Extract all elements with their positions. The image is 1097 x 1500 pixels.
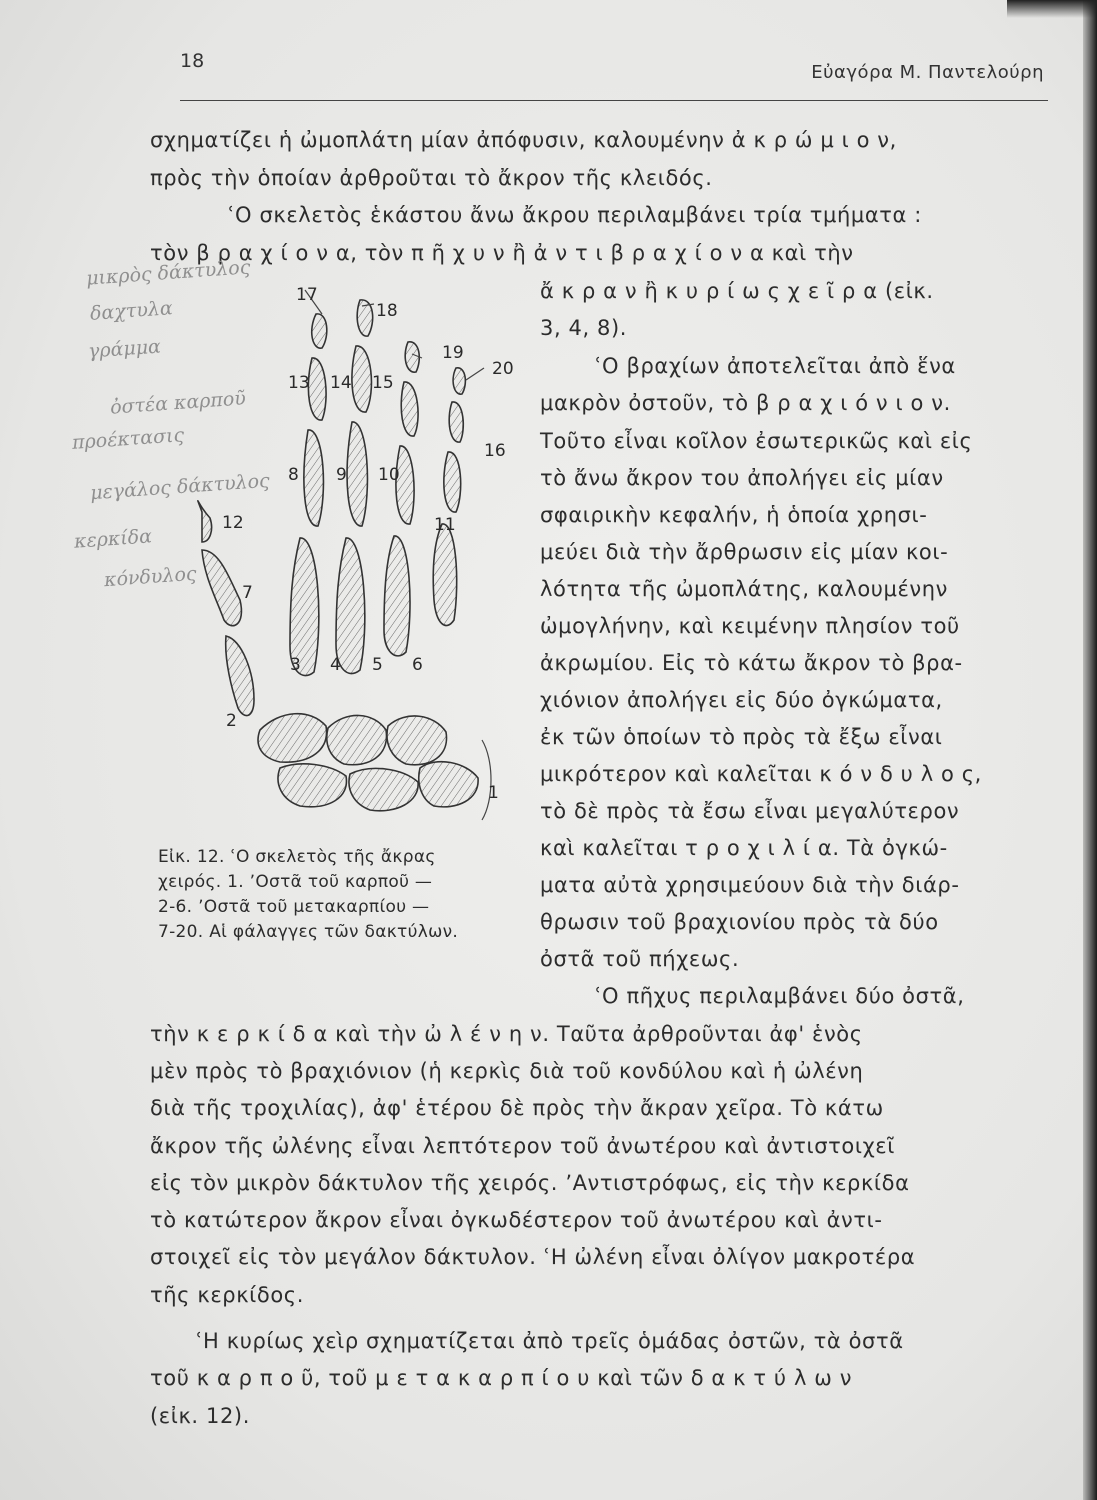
figure-label-13: 13 bbox=[288, 373, 310, 393]
figure-label-14: 14 bbox=[330, 373, 352, 393]
body-line: ματα αὐτὰ χρησιμεύουν διὰ τὴν διάρ- bbox=[540, 873, 960, 897]
figure-caption bbox=[158, 845, 530, 945]
body-line: ʿΗ κυρίως χεὶρ σχηματίζεται ἀπὸ τρεῖς ὁμάδας ὀστῶν, τὰ ὀστᾶ bbox=[196, 1329, 904, 1353]
body-line: χιόνιον ἀπολήγει εἰς δύο ὀγκώματα, bbox=[540, 688, 943, 712]
figure-label-16: 16 bbox=[484, 441, 506, 461]
body-line: μὲν πρὸς τὸ βραχιόνιον (ἡ κερκὶς διὰ τοῦ κονδύλου καὶ ἡ ὠλένη bbox=[150, 1059, 864, 1083]
body-line: ʿΟ πῆχυς περιλαμβάνει δύο ὀστᾶ, bbox=[595, 984, 965, 1008]
scan-corner-shadow bbox=[1007, 0, 1097, 18]
body-line: μεύει διὰ τὴν ἄρθρωσιν εἰς μίαν κοι- bbox=[540, 540, 949, 564]
caption-line: χειρός. 1. ʼΟστᾶ τοῦ καρποῦ — bbox=[158, 872, 433, 892]
figure-label-17: 17 bbox=[296, 285, 318, 305]
figure-label-15: 15 bbox=[372, 373, 394, 393]
body-line: ὠμογλήνην, καὶ κειμένην πλησίον τοῦ bbox=[540, 614, 960, 638]
figure-label-1: 1 bbox=[488, 783, 499, 803]
body-line: σχηματίζει ἡ ὠμοπλάτη μίαν ἀπόφυσιν, καλουμένην ἀ κ ρ ώ μ ι ο ν, bbox=[150, 128, 897, 152]
body-line: τὸ ἄνω ἄκρον του ἀπολήγει εἰς μίαν bbox=[540, 466, 944, 490]
figure-label-20: 20 bbox=[492, 359, 514, 379]
body-line: ἄκρον τῆς ὠλένης εἶναι λεπτότερον τοῦ ἀνωτέρου καὶ ἀντιστοιχεῖ bbox=[150, 1134, 895, 1158]
figure-label-8: 8 bbox=[288, 465, 299, 485]
body-line: ἀκρωμίου. Εἰς τὸ κάτω ἄκρον τὸ βρα- bbox=[540, 651, 963, 675]
margin-note-handwritten: προέκτασις bbox=[71, 424, 185, 454]
body-line: θρωσιν τοῦ βραχιονίου πρὸς τὰ δύο bbox=[540, 910, 939, 934]
body-line: τὴν κ ε ρ κ ί δ α καὶ τὴν ὠ λ έ ν η ν. Ταῦτα ἀρθροῦνται ἀφ' ἑνὸς bbox=[150, 1022, 863, 1046]
figure-label-11: 11 bbox=[434, 515, 456, 535]
figure-label-18: 18 bbox=[376, 301, 398, 321]
figure-label-3: 3 bbox=[290, 655, 301, 675]
body-line: πρὸς τὴν ὁποίαν ἀρθροῦται τὸ ἄκρον τῆς κλειδός. bbox=[150, 166, 713, 190]
figure-label-2: 2 bbox=[226, 711, 237, 731]
figure-label-6: 6 bbox=[412, 655, 423, 675]
margin-note-handwritten: κερκίδα bbox=[73, 525, 153, 553]
caption-line: Εἰκ. 12. ʿΟ σκελετὸς τῆς ἄκρας bbox=[158, 847, 436, 867]
body-line: τῆς κερκίδος. bbox=[150, 1283, 304, 1307]
figure-label-7: 7 bbox=[242, 583, 253, 603]
page-header bbox=[180, 50, 1048, 101]
margin-note-handwritten: δαχτυλα bbox=[89, 297, 174, 325]
hand-skeleton-figure bbox=[150, 280, 530, 840]
body-line: τὸν β ρ α χ ί ο ν α, τὸν π ῆ χ υ ν ἢ ἀ ν τ ι β ρ α χ ί ο ν α καὶ τὴν bbox=[150, 241, 854, 265]
margin-note-handwritten: μικρὸς δάκτυλος bbox=[85, 256, 252, 290]
figure-label-9: 9 bbox=[336, 465, 347, 485]
body-line: τὸ κατώτερον ἄκρον εἶναι ὀγκωδέστερον τοῦ ἀνωτέρου καὶ ἀντι- bbox=[150, 1208, 883, 1232]
figure-label-5: 5 bbox=[372, 655, 383, 675]
body-line: μακρὸν ὀστοῦν, τὸ β ρ α χ ι ό ν ι ο ν. bbox=[540, 391, 951, 415]
caption-line: 2-6. ʼΟστᾶ τοῦ μετακαρπίου — bbox=[158, 897, 430, 917]
body-line: σφαιρικὴν κεφαλήν, ἡ ὁποία χρησι- bbox=[540, 503, 928, 527]
margin-note-handwritten: κόνδυλος bbox=[103, 562, 198, 592]
body-line: διὰ τῆς τροχιλίας), ἀφ' ἑτέρου δὲ πρὸς τὴν ἄκραν χεῖρα. Τὸ κάτω bbox=[150, 1096, 884, 1120]
body-line: εἰς τὸν μικρὸν δάκτυλον τῆς χειρός. ʼΑντιστρόφως, εἰς τὴν κερκίδα bbox=[150, 1171, 910, 1195]
body-line: 3, 4, 8). bbox=[540, 316, 628, 340]
scan-edge-shadow bbox=[1083, 0, 1097, 1500]
body-line: μικρότερον καὶ καλεῖται κ ό ν δ υ λ ο ς, bbox=[540, 762, 982, 786]
caption-line: 7-20. Αἱ φάλαγγες τῶν δακτύλων. bbox=[158, 922, 459, 942]
body-line: ὀστᾶ τοῦ πήχεως. bbox=[540, 947, 740, 971]
body-line: τὸ δὲ πρὸς τὰ ἔσω εἶναι μεγαλύτερον bbox=[540, 799, 960, 823]
figure-label-19: 19 bbox=[442, 343, 464, 363]
body-line: ʿΟ βραχίων ἀποτελεῖται ἀπὸ ἕνα bbox=[595, 354, 956, 378]
body-line: ἄ κ ρ α ν ἢ κ υ ρ ί ω ς χ ε ῖ ρ α (εἰκ. bbox=[540, 279, 934, 303]
running-head-author: Εὐαγόρα Μ. Παντελούρη bbox=[811, 62, 1044, 83]
body-line: Τοῦτο εἶναι κοῖλον ἐσωτερικῶς καὶ εἰς bbox=[540, 429, 973, 453]
margin-note-handwritten: μεγάλος δάκτυλος bbox=[89, 469, 271, 505]
figure-label-4: 4 bbox=[330, 655, 341, 675]
body-line: ʿΟ σκελετὸς ἑκάστου ἄνω ἄκρου περιλαμβάνει τρία τμήματα : bbox=[228, 203, 922, 227]
figure-label-12: 12 bbox=[222, 513, 244, 533]
page-number: 18 bbox=[180, 50, 205, 72]
body-line: στοιχεῖ εἰς τὸν μεγάλον δάκτυλον. ʿΗ ὠλένη εἶναι ὀλίγον μακροτέρα bbox=[150, 1245, 916, 1269]
margin-note-handwritten: ὀστέα καρποῦ bbox=[109, 387, 247, 419]
body-line: ἐκ τῶν ὁποίων τὸ πρὸς τὰ ἔξω εἶναι bbox=[540, 725, 943, 749]
margin-note-handwritten: γράμμα bbox=[87, 335, 162, 363]
body-line: λότητα τῆς ὠμοπλάτης, καλουμένην bbox=[540, 577, 949, 601]
figure-label-10: 10 bbox=[378, 465, 400, 485]
body-line: (εἰκ. 12). bbox=[150, 1404, 250, 1428]
body-line: καὶ καλεῖται τ ρ ο χ ι λ ί α. Τὰ ὀγκώ- bbox=[540, 836, 948, 860]
body-line: τοῦ κ α ρ π ο ῦ, τοῦ μ ε τ α κ α ρ π ί ο υ καὶ τῶν δ α κ τ ύ λ ω ν bbox=[150, 1366, 853, 1390]
